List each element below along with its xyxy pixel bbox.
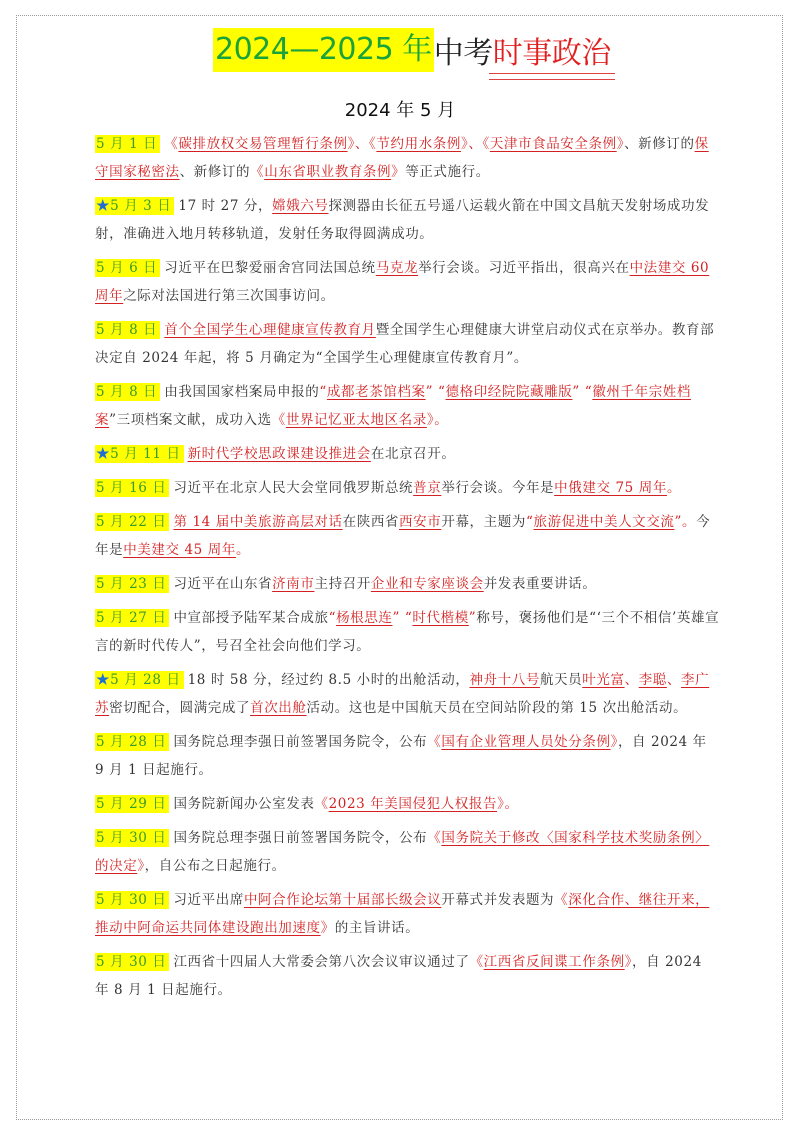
- event-date-badge: [95, 479, 169, 497]
- keyword-highlight: 世界记忆亚太地区名录: [285, 412, 427, 428]
- event-date: 5 月 30 日: [96, 954, 167, 970]
- event-date-badge: [95, 321, 160, 339]
- event-date-badge: [95, 953, 169, 971]
- event-text: 由我国国家档案局申报的: [164, 384, 320, 400]
- keyword-highlight: 李广苏: [95, 672, 710, 716]
- event-text: ，自 2024 年 8 月 1 日起施行。: [95, 954, 702, 998]
- event-text: 国务院总理李强日前签署国务院令，公布: [173, 734, 428, 750]
- event-entry: [95, 824, 720, 880]
- event-text: 今年是: [95, 514, 711, 558]
- event-text: 》、《: [347, 136, 377, 152]
- event-text: ” “: [425, 384, 446, 400]
- star-icon: ★: [96, 446, 111, 462]
- event-text: 》: [137, 858, 145, 874]
- event-text: ”。: [674, 514, 697, 530]
- title-red-underlined: 时事政治: [493, 28, 611, 72]
- event-text: 活动。这也是中国航天员在空间站阶段的第 15 次出舱活动。: [306, 700, 688, 716]
- event-text: 举行会谈。习近平指出，很高兴在: [418, 260, 630, 276]
- event-date: 5 月 28 日: [96, 734, 167, 750]
- keyword-highlight: 国有企业管理人员处分条例: [441, 734, 611, 750]
- event-text: 《: [469, 954, 484, 970]
- event-text: 。: [235, 542, 251, 558]
- keyword-highlight: 2023 年美国侵犯人权报告: [328, 796, 498, 812]
- event-text: 主持召开: [314, 576, 371, 592]
- event-date-badge: [95, 513, 169, 531]
- event-text: 》: [624, 954, 633, 970]
- event-entry: [95, 790, 720, 818]
- keyword-highlight: 成都老茶馆档案: [326, 384, 426, 400]
- event-entry: [95, 886, 720, 942]
- event-entry: [95, 192, 720, 248]
- event-date: 5 月 8 日: [96, 384, 158, 400]
- event-date: 5 月 27 日: [96, 610, 167, 626]
- event-text: 《: [314, 796, 329, 812]
- keyword-highlight: 普京: [413, 480, 442, 496]
- keyword-highlight: 新时代学校思政课建设推进会: [187, 446, 371, 462]
- event-text: 习近平在山东省: [173, 576, 273, 592]
- event-text: 等正式施行。: [405, 164, 490, 180]
- event-text: 航天员: [539, 672, 583, 688]
- keyword-highlight: 中俄建交 75 周年: [554, 480, 667, 496]
- event-date-badge: [95, 829, 169, 847]
- event-entry: [95, 440, 720, 468]
- event-date-badge: [95, 733, 169, 751]
- event-text: 18 时 58 分，经过约 8.5 小时的出舱活动，: [187, 672, 470, 688]
- event-date: 5 月 11 日: [110, 446, 181, 462]
- keyword-highlight: 保守国家秘密法: [95, 136, 709, 180]
- keyword-highlight: 中法建交 60 周年: [95, 260, 710, 304]
- event-date-badge: [95, 445, 184, 463]
- event-text: 习近平出席: [173, 892, 244, 908]
- event-date: 5 月 23 日: [96, 576, 167, 592]
- keyword-highlight: 德格印经院院藏雕版: [445, 384, 573, 400]
- event-date: 5 月 30 日: [96, 830, 167, 846]
- keyword-highlight: 企业和专家座谈会: [370, 576, 484, 592]
- event-text: 国务院总理李强日前签署国务院令，公布: [173, 830, 428, 846]
- event-text: 密切配合，圆满完成了: [109, 700, 251, 716]
- title-year-highlight: 2024—2025 年: [213, 28, 434, 72]
- event-text: 《: [164, 136, 179, 152]
- event-text: 开幕，主题为: [441, 514, 526, 530]
- event-date-badge: [95, 259, 160, 277]
- event-text: 《: [427, 830, 442, 846]
- event-text: ，自公布之日起施行。: [144, 858, 286, 874]
- event-date-badge: [95, 609, 169, 627]
- event-text: 》: [610, 734, 618, 750]
- keyword-highlight: 山东省职业教育条例: [264, 164, 392, 180]
- keyword-highlight: 时代楷模: [412, 610, 469, 626]
- event-text: “: [525, 514, 534, 530]
- event-date: 5 月 8 日: [96, 322, 158, 338]
- keyword-highlight: 碳排放权交易管理暂行条例: [178, 136, 348, 152]
- keyword-highlight: 中美建交 45 周年: [123, 542, 236, 558]
- event-text: “: [319, 384, 327, 400]
- event-date: 5 月 3 日: [110, 198, 172, 214]
- event-text: 》。: [497, 796, 519, 812]
- event-text: 。: [666, 480, 682, 496]
- keyword-highlight: 旅游促进中美人文交流: [533, 514, 675, 530]
- event-text: 》: [320, 920, 335, 936]
- star-icon: ★: [96, 672, 111, 688]
- event-text: 国务院新闻办公室发表: [173, 796, 315, 812]
- event-text: 在北京召开。: [370, 446, 456, 462]
- event-text: 习近平在巴黎爱丽舍宫同法国总统: [164, 260, 376, 276]
- event-text: 》、《: [461, 136, 490, 152]
- month-heading: 2024 年 5 月: [344, 100, 456, 121]
- event-entry: [95, 508, 720, 564]
- event-date-badge: [95, 197, 174, 215]
- event-text: 》: [391, 164, 406, 180]
- keyword-highlight: 深化合作、继往开来，推动中阿命运共同体建设跑出加速度: [95, 892, 710, 936]
- event-entry: [95, 378, 720, 434]
- event-text: 江西省十四届人大常委会第八次会议审议通过了: [173, 954, 470, 970]
- event-text: 《: [427, 734, 442, 750]
- event-text: 并发表重要讲话。: [483, 576, 597, 592]
- event-entry: [95, 666, 720, 722]
- event-entry: [95, 474, 720, 502]
- event-text: ”: [109, 412, 117, 428]
- event-entry: [95, 948, 720, 1004]
- keyword-highlight: 杨根思连: [336, 610, 393, 626]
- event-text: 《: [271, 412, 286, 428]
- event-date-badge: [95, 891, 169, 909]
- event-text: 暨全国学生心理健康大讲堂启动仪式在京举办。教育部决定自 2024 年起，将 5 月确定为“全国学生心理健康宣传教育月”。: [95, 322, 715, 366]
- event-text: 《: [250, 164, 265, 180]
- event-date: 5 月 16 日: [96, 480, 167, 496]
- keyword-highlight: 叶光富: [582, 672, 625, 688]
- event-text: 》。: [426, 412, 449, 428]
- event-text: ” “: [392, 610, 413, 626]
- keyword-highlight: 江西省反间谍工作条例: [483, 954, 625, 970]
- event-entry: [95, 316, 720, 372]
- event-date: 5 月 1 日: [96, 136, 158, 152]
- event-text: 、新修订的: [179, 164, 251, 180]
- keyword-highlight: 嫦娥六号: [272, 198, 329, 214]
- event-text: 17 时 27 分，: [178, 198, 273, 214]
- event-text: 、: [624, 672, 639, 688]
- event-date: 5 月 29 日: [96, 796, 167, 812]
- event-text: 探测器由长征五号遥八运载火箭在中国文昌航天发射场成功发射，准确进入地月转移轨道，发射任务取得圆满成功。: [95, 198, 710, 242]
- event-text: ” “: [572, 384, 593, 400]
- keyword-highlight: 徽州千年宗姓档案: [95, 384, 692, 428]
- event-date: 5 月 30 日: [96, 892, 167, 908]
- document-title: [213, 28, 611, 72]
- keyword-highlight: 马克龙: [375, 260, 419, 276]
- event-text: 、: [666, 672, 681, 688]
- event-date: 5 月 6 日: [96, 260, 158, 276]
- keyword-highlight: 济南市: [272, 576, 315, 592]
- event-date: 5 月 22 日: [96, 514, 167, 530]
- keyword-highlight: 首个全国学生心理健康宣传教育月: [164, 322, 376, 338]
- event-text: 称号，褒扬他们是“‘三个不相信’英雄宣言的新时代传人”，号召全社会向他们学习。: [95, 610, 720, 654]
- event-text: 的主旨讲话。: [334, 920, 420, 936]
- keyword-highlight: 天津市食品安全条例: [489, 136, 617, 152]
- event-text: 《: [554, 892, 569, 908]
- star-icon: ★: [96, 198, 111, 214]
- keyword-highlight: 首次出舱: [250, 700, 307, 716]
- event-text: ”: [468, 610, 477, 626]
- event-text: ，自 2024 年 9 月 1 日起施行。: [95, 734, 707, 778]
- event-text: 之际对法国进行第三次国事访问。: [123, 288, 335, 304]
- event-text: 在陕西省: [342, 514, 400, 530]
- event-entry: [95, 130, 720, 186]
- event-date-badge: [95, 795, 169, 813]
- keyword-highlight: 国务院关于修改〈国家科学技术奖励条例〉的决定: [95, 830, 710, 874]
- keyword-highlight: 神舟十八号: [469, 672, 540, 688]
- event-text: “: [328, 610, 337, 626]
- event-entry: [95, 604, 720, 660]
- event-entry: [95, 728, 720, 784]
- event-date-badge: [95, 135, 160, 153]
- keyword-highlight: 西安市: [399, 514, 442, 530]
- event-text: 习近平在北京人民大会堂同俄罗斯总统: [173, 480, 414, 496]
- event-date-badge: [95, 671, 184, 689]
- event-list: [95, 130, 720, 1010]
- event-entry: [95, 254, 720, 310]
- keyword-highlight: 中阿合作论坛第十届部长级会议: [243, 892, 442, 908]
- title-middle: 中考: [433, 36, 493, 71]
- keyword-highlight: 第 14 届中美旅游高层对话: [173, 514, 343, 530]
- event-text: 举行会谈。今年是: [441, 480, 555, 496]
- event-text: 、新修订的: [624, 136, 695, 152]
- event-date-badge: [95, 383, 160, 401]
- event-entry: [95, 570, 720, 598]
- event-text: 中宣部授予陆军某合成旅: [173, 610, 329, 626]
- event-text: 》: [616, 136, 625, 152]
- event-text: 开幕式并发表题为: [441, 892, 555, 908]
- keyword-highlight: 节约用水条例: [376, 136, 461, 152]
- keyword-highlight: 李聪: [638, 672, 667, 688]
- event-date: 5 月 28 日: [110, 672, 181, 688]
- event-date-badge: [95, 575, 169, 593]
- event-text: 三项档案文献，成功入选: [116, 412, 272, 428]
